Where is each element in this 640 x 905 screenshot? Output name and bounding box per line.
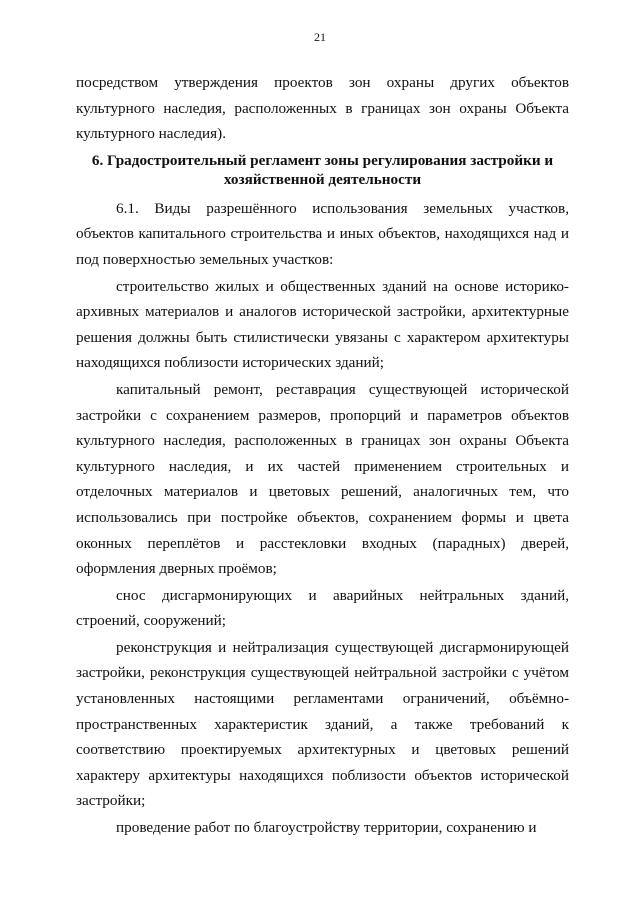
paragraph-continuation: посредством утверждения проектов зон охраны других объектов культурного наследия, расположенных в границах зон охраны Объекта культурного наследия). — [76, 74, 569, 143]
page-number: 21 — [314, 30, 326, 44]
document-body — [76, 70, 569, 842]
paragraph-demolition: снос дисгармонирующих и аварийных нейтральных зданий, строений, сооружений; — [76, 586, 569, 630]
paragraph-6-1: 6.1. Виды разрешённого использования земельных участков, объектов капитального строительства и иных объектов, находящихся над и под поверхностью земельных участков: — [76, 199, 569, 268]
paragraph-construction: строительство жилых и общественных зданий на основе историко-архивных материалов и аналогов исторической застройки, архитектурные решения должны быть стилистически увязаны с характером архитектуры находящихся поблизости исторических зданий; — [76, 277, 569, 372]
section-heading: 6. Градостроительный регламент зоны регулирования застройки и хозяйственной деятельности — [91, 151, 554, 188]
paragraph-landscaping: проведение работ по благоустройству территории, сохранению и — [116, 819, 537, 837]
paragraph-capital-repair: капитальный ремонт, реставрация существующей исторической застройки с сохранением размеров, пропорций и параметров объектов культурного наследия, расположенных в границах зон охраны Объекта культурного наследия, и их частей применением строительных и отделочных материалов и цветовых решений, аналогичных тем, что использовались при постройке объектов, сохранением формы и цвета оконных переплётов и расстекловки входных (парадных) дверей, оформления дверных проёмов; — [76, 380, 569, 578]
paragraph-reconstruction: реконструкция и нейтрализация существующей дисгармонирующей застройки, реконструкция существующей нейтральной застройки с учётом установленных настоящими регламентами ограничений, объёмно-пространственных характеристик зданий, а также требований к соответствию проектируемых архитектурных и цветовых решений характеру архитектуры находящихся поблизости объектов исторической застройки; — [76, 638, 569, 810]
